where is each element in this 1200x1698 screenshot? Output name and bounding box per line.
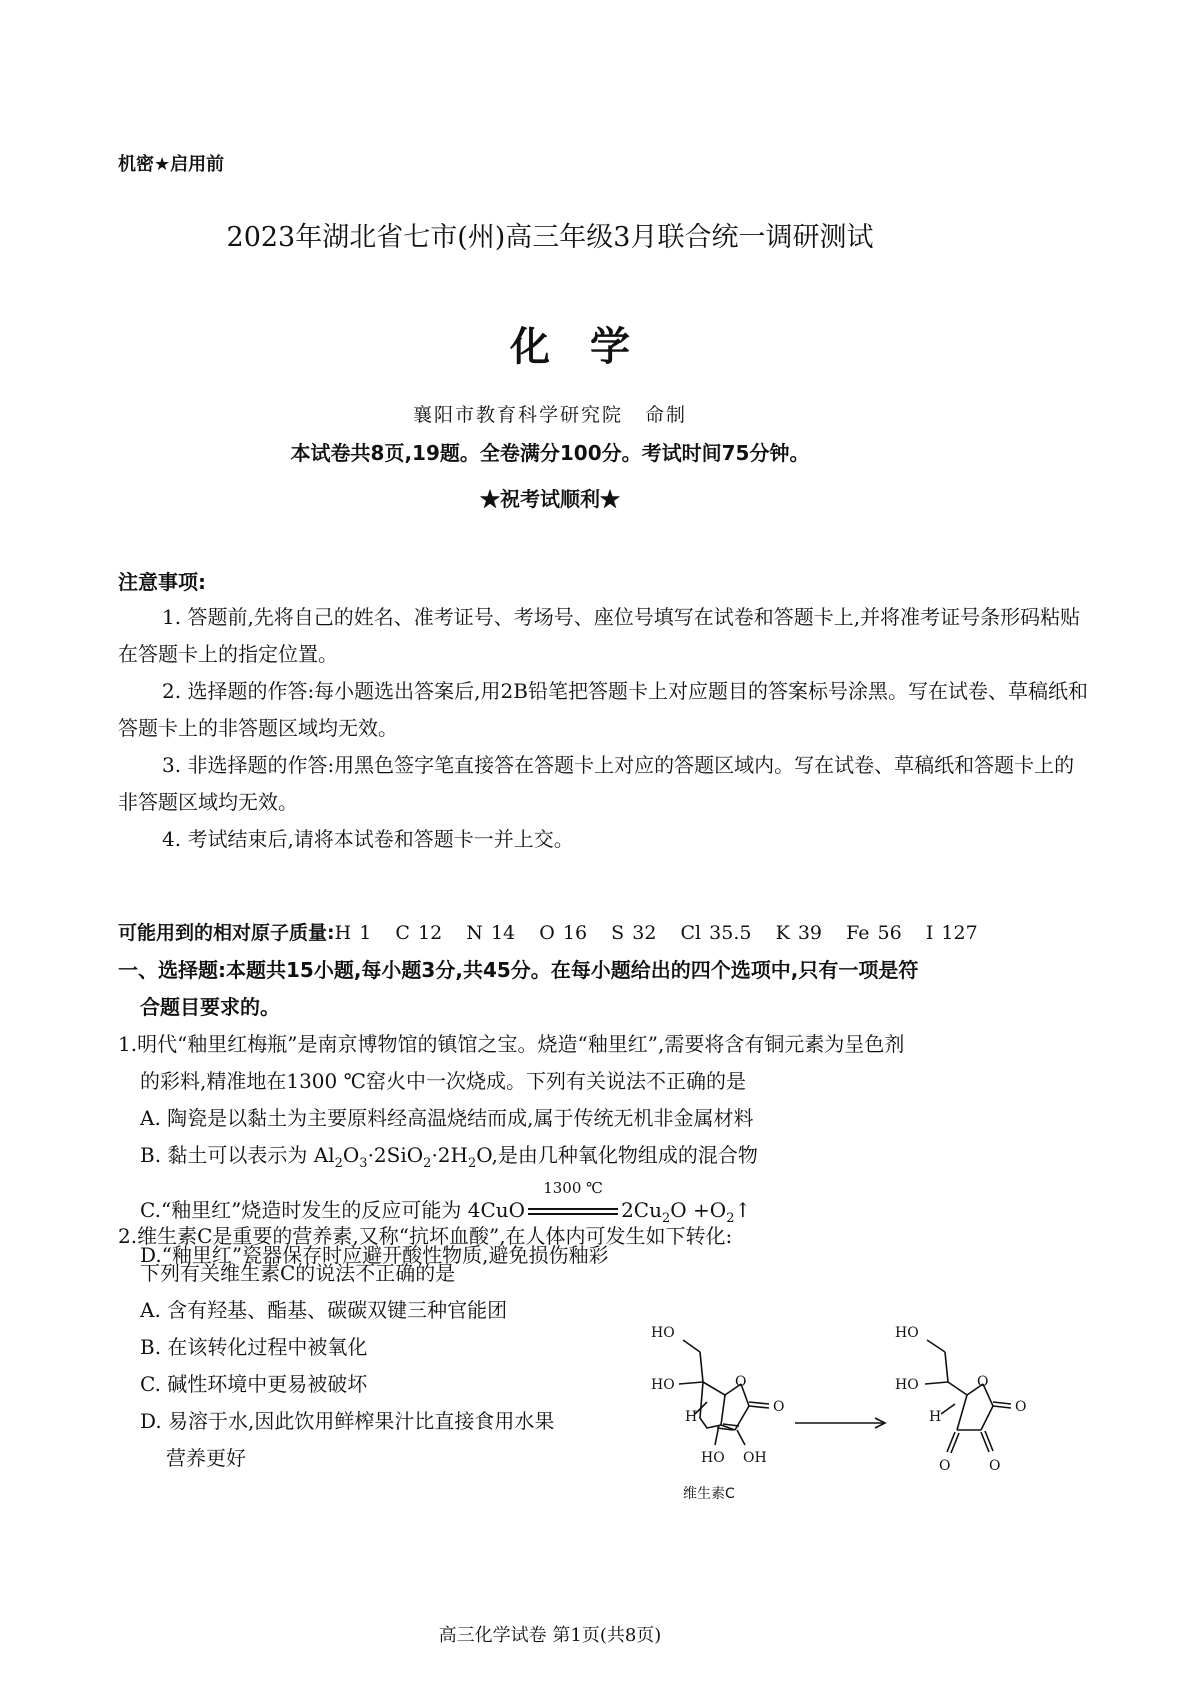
q2-option-c: C. 碱性环境中更易被破坏 [140,1372,368,1396]
notes-heading: 注意事项: [118,570,206,594]
page-footer: 高三化学试卷 第1页(共8页) [438,1625,662,1646]
q1-stem-line1: 1.明代“釉里红梅瓶”是南京博物馆的镇馆之宝。烧造“釉里红”,需要将含有铜元素为呈色剂 [118,1032,905,1056]
exam-info: 本试卷共8页,19题。全卷满分100分。考试时间75分钟。 [290,441,810,465]
q1-option-a: A. 陶瓷是以黏土为主要原料经高温烧结而成,属于传统无机非金属材料 [140,1106,754,1130]
atomic-mass-values: H 1 C 12 N 14 O 16 S 32 Cl 35.5 K 39 Fe 56 I 127 [334,922,978,944]
q2-stem-line1: 2.维生素C是重要的营养素,又称“抗坏血酸”,在人体内可发生如下转化: [118,1224,733,1248]
diagram-h-label-1: H [685,1409,698,1425]
subject-title: 化学 [510,324,670,370]
diagram-ho-label-3: HO [701,1450,725,1466]
diagram-keto-o-label-1: O [939,1458,951,1474]
confidential-label: 机密★启用前 [118,154,225,175]
section-heading [118,952,1098,1026]
diagram-ho-label-2: HO [651,1377,675,1393]
q2-option-d: D. 易溶于水,因此饮用鲜榨果汁比直接食用水果 [140,1409,555,1433]
atomic-mass-line [118,918,978,945]
atomic-mass-label: 可能用到的相对原子质量: [118,922,335,944]
note-item-1: 1. 答题前,先将自己的姓名、准考证号、考场号、座位号填写在试卷和答题卡上,并将准考证号条形码粘贴在答题卡上的指定位置。 [118,605,1081,666]
q2-option-b: B. 在该转化过程中被氧化 [140,1335,368,1359]
q1-option-b: B. 黏土可以表示为 $Al_2O_3\cdot 2SiO_2\cdot 2H_2O$,是由几种氧化物组成的混合物 [140,1143,758,1171]
q1-option-d: D.“釉里红”瓷器保存时应避开酸性物质,避免损伤釉彩 [140,1243,609,1267]
q2-option-a: A. 含有羟基、酯基、碳碳双键三种官能团 [140,1298,508,1322]
vitamin-c-reaction-diagram [645,1320,1095,1520]
diagram-ring-o-label-2: O [977,1374,989,1390]
q1-option-c: C.“釉里红”烧造时发生的反应可能为 4CuO 1300 ℃ $2Cu_2O$ $+O_2↑$ [118,1192,1098,1237]
diagram-caption: 维生素C [683,1486,735,1502]
q1-stem-line2: 的彩料,精准地在1300 ℃窑火中一次烧成。下列有关说法不正确的是 [140,1069,746,1093]
diagram-ho-label-5: HO [895,1377,919,1393]
issuer-line: 襄阳市教育科学研究院 命制 [412,404,688,426]
diagram-keto-o-label-2: O [989,1458,1001,1474]
section-heading-line2: 合题目要求的。 [140,995,280,1019]
good-luck-line: ★祝考试顺利★ [480,487,620,511]
q2-option-d-cont: 营养更好 [166,1446,246,1470]
exam-title: 2023年湖北省七市(州)高三年级3月联合统一调研测试 [226,222,874,253]
reaction-condition: 1300 ℃ [525,1192,621,1229]
diagram-carbonyl-o-label-1: O [773,1399,785,1415]
note-item-3: 3. 非选择题的作答:用黑色签字笔直接答在答题卡上对应的答题区域内。写在试卷、草稿纸和答题卡上的非答题区域均无效。 [118,753,1075,814]
section-heading-line1: 一、选择题:本题共15小题,每小题3分,共45分。在每小题给出的四个选项中,只有一项是符 [118,958,919,982]
q2-stem-line2: 下列有关维生素C的说法不正确的是 [140,1261,456,1285]
note-item-4: 4. 考试结束后,请将本试卷和答题卡一并上交。 [162,827,574,851]
diagram-carbonyl-o-label-2: O [1015,1399,1027,1415]
diagram-ho-label-1: HO [651,1325,675,1341]
diagram-ho-label-4: HO [895,1325,919,1341]
diagram-ring-o-label-1: O [735,1374,747,1390]
diagram-h-label-2: H [929,1409,942,1425]
diagram-oh-label-1: OH [743,1450,767,1466]
note-item-2: 2. 选择题的作答:每小题选出答案后,用2B铅笔把答题卡上对应题目的答案标号涂黑。写在试卷、草稿纸和答题卡上的非答题区域均无效。 [118,679,1088,740]
